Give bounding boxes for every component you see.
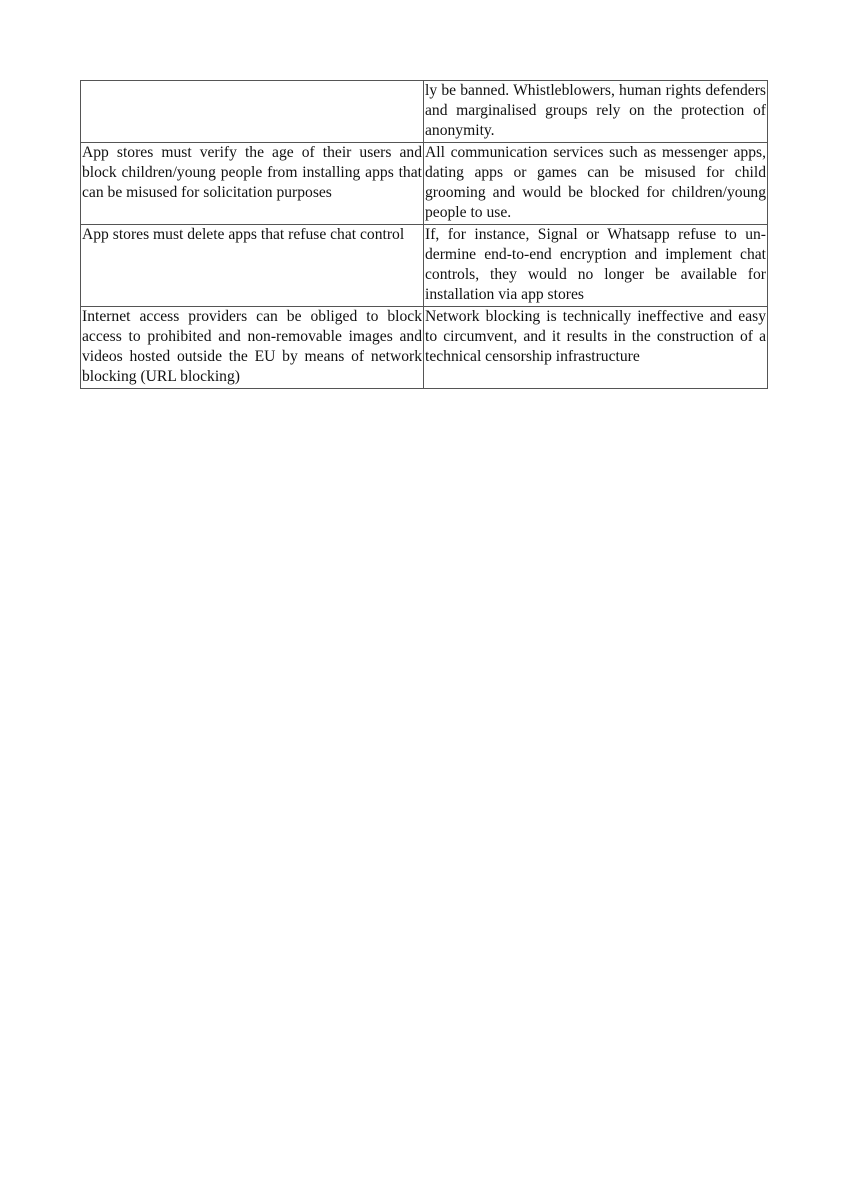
requirement-cell: App stores must verify the age of their users and block children/young people from installing apps that can be misused for solicitation purposes — [81, 143, 424, 225]
consequence-cell: Network blocking is technically ineffective and easy to circumvent, and it results in the construction of a technical censorship infrastructure — [424, 307, 768, 389]
consequence-cell: All communication services such as messenger apps, dating apps or games can be misused for child grooming and would be blocked for children/young people to use. — [424, 143, 768, 225]
table-row — [81, 81, 768, 143]
requirement-cell: Internet access providers can be obliged to block access to prohibited and non-removable images and videos hosted outside the EU by means of network blocking (URL blocking) — [81, 307, 424, 389]
measures-table — [80, 80, 768, 389]
table-row — [81, 225, 768, 307]
requirement-cell: App stores must delete apps that refuse chat control — [81, 225, 424, 307]
table-row — [81, 143, 768, 225]
table-row — [81, 307, 768, 389]
consequence-cell: ly be banned. Whistleblowers, human rights defenders and marginalised groups rely on the protection of anonymity. — [424, 81, 768, 143]
requirement-cell — [81, 81, 424, 143]
consequence-cell: If, for instance, Signal or Whatsapp refuse to undermine end-to-end encryption and implement chat controls, they would no longer be available for installation via app stores — [424, 225, 768, 307]
